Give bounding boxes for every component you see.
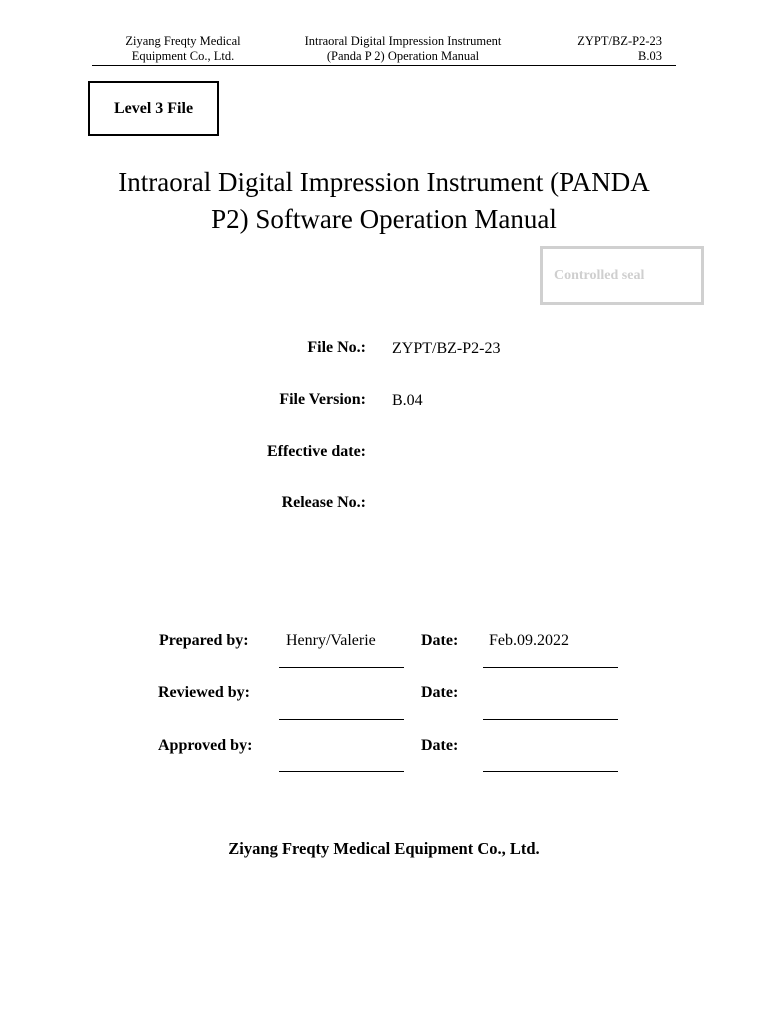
header-doc-code-line2: B.03 [638, 49, 662, 63]
header-doc-title-line1: Intraoral Digital Impression Instrument [304, 34, 502, 48]
header-doc-code [560, 34, 662, 64]
company-name: Ziyang Freqty Medical Equipment Co., Ltd. [228, 839, 540, 858]
header-doc-title-line2: (Panda P 2) Operation Manual [326, 49, 480, 63]
header-doc-code-line1: ZYPT/BZ-P2-23 [577, 34, 662, 48]
prepared-date-label: Date: [421, 632, 459, 649]
reviewed-by-label: Reviewed by: [158, 684, 250, 701]
header-company-line1: Ziyang Freqty Medical [125, 34, 241, 48]
prepared-by-label: Prepared by: [159, 632, 249, 649]
prepared-date-value: Feb.09.2022 [489, 632, 569, 649]
header-company-line2: Equipment Co., Ltd. [131, 49, 235, 63]
header-company [110, 34, 256, 64]
prepared-date-line [483, 667, 618, 668]
header-rule [92, 65, 676, 66]
file-no-label: File No.: [307, 339, 366, 356]
document-title-line1: Intraoral Digital Impression Instrument (PANDA [118, 167, 650, 197]
level-box: Level 3 File [88, 81, 219, 136]
approved-date-line [483, 771, 618, 772]
approved-date-label: Date: [421, 737, 459, 754]
prepared-by-line [279, 667, 404, 668]
file-version-value: B.04 [392, 392, 423, 409]
controlled-seal: Controlled seal [540, 246, 704, 305]
document-title [60, 164, 708, 238]
header-doc-title [280, 34, 526, 64]
reviewed-date-label: Date: [421, 684, 459, 701]
approved-by-label: Approved by: [158, 737, 253, 754]
prepared-by-value: Henry/Valerie [286, 632, 376, 649]
release-no-label: Release No.: [281, 494, 366, 511]
file-version-label: File Version: [279, 391, 366, 408]
reviewed-by-line [279, 719, 404, 720]
effective-date-label: Effective date: [266, 443, 366, 460]
reviewed-date-line [483, 719, 618, 720]
approved-by-line [279, 771, 404, 772]
document-title-line2: P2) Software Operation Manual [211, 204, 557, 234]
file-no-value: ZYPT/BZ-P2-23 [392, 340, 501, 357]
